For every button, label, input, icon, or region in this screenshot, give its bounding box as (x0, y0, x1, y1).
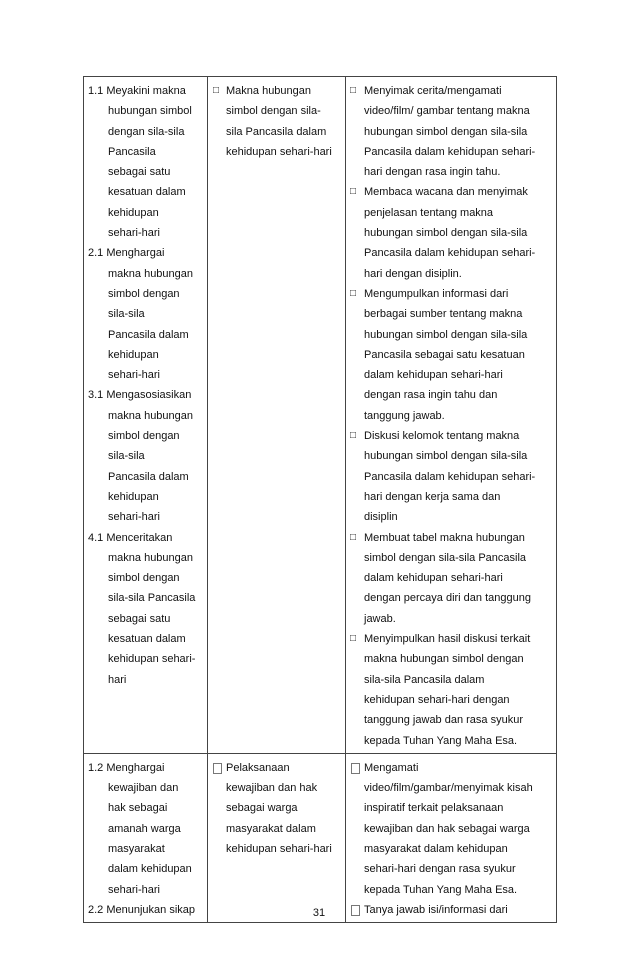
bullet-icon: □ (350, 531, 357, 543)
line-text: Menyimak cerita/mengamati (364, 85, 502, 97)
line-text: hubungan simbol dengan sila-sila (364, 227, 528, 240)
competency-line: sehari-hari (108, 883, 160, 896)
line-text: Pancasila dalam kehidupan sehari- (364, 247, 536, 260)
competency-line: dengan sila-sila (108, 125, 185, 138)
bullet-continuation (350, 568, 552, 588)
line-text: video/film/gambar/menyimak kisah (364, 782, 533, 795)
competency-line: 1.1 Meyakini makna (88, 85, 186, 97)
competency-line: makna hubungan (108, 409, 194, 422)
bullet-item (350, 426, 552, 446)
competency-line: sebagai satu (108, 166, 171, 179)
line-text: Mengumpulkan informasi dari (364, 287, 509, 300)
bullet-continuation (350, 385, 552, 405)
competency-line: kehidupan sehari- (108, 653, 196, 666)
line-text: Mengamati (364, 761, 419, 774)
competency-line: hak sebagai (108, 802, 168, 815)
bullet-continuation (212, 122, 341, 142)
bullet-continuation (350, 467, 552, 487)
bullet-continuation (350, 101, 552, 121)
line-text: kewajiban dan hak (226, 782, 318, 795)
competency-line: sebagai satu (108, 612, 171, 625)
line-text: hari dengan disiplin. (364, 267, 462, 280)
bullet-icon: □ (350, 287, 357, 299)
line-text: Makna hubungan (226, 85, 312, 97)
bullet-icon: □ (350, 186, 357, 198)
line-text: sehari-hari dengan rasa syukur (364, 863, 516, 876)
line-text: simbol dengan sila- (226, 105, 321, 118)
line-text: kehidupan sehari-hari (226, 842, 332, 855)
bullet-continuation (350, 609, 552, 629)
competency-line: hubungan simbol (108, 105, 192, 118)
line-text: tanggung jawab dan rasa syukur (364, 714, 523, 727)
bullet-continuation (212, 798, 341, 818)
competency-line: hari (108, 673, 127, 686)
competency-line: simbol dengan (108, 572, 180, 585)
bullet-continuation (350, 122, 552, 142)
competency-line: sehari-hari (108, 369, 160, 382)
bullet-continuation (350, 203, 552, 223)
competency-line: kewajiban dan (108, 782, 179, 795)
line-text: tanggung jawab. (364, 409, 445, 422)
bullet-continuation (350, 710, 552, 730)
bullet-continuation (350, 548, 552, 568)
bullet-continuation (350, 142, 552, 162)
competency-line: kesatuan dalam (108, 186, 186, 199)
line-text: kehidupan sehari-hari dengan (364, 693, 510, 706)
competency-line: Pancasila (108, 145, 156, 158)
competency-line: kehidupan (108, 490, 159, 503)
line-text: hubungan simbol dengan sila-sila (364, 328, 528, 341)
line-text: masyarakat dalam (226, 822, 316, 835)
competency-line: sehari-hari (108, 511, 160, 524)
checkbox-bullet-icon (351, 763, 360, 774)
line-text: penjelasan tentang makna (364, 206, 494, 219)
bullet-item (350, 528, 552, 548)
competency-line: kesatuan dalam (108, 633, 186, 646)
line-text: kepada Tuhan Yang Maha Esa. (364, 734, 518, 747)
bullet-continuation (350, 649, 552, 669)
bullet-item (350, 629, 552, 649)
line-text: Pancasila dalam kehidupan sehari- (364, 470, 536, 483)
competency-line: Pancasila dalam (108, 328, 189, 341)
competency-table (83, 76, 557, 923)
bullet-continuation (350, 365, 552, 385)
competency-line: sila-sila (108, 450, 145, 463)
bullet-continuation (350, 731, 552, 751)
bullet-continuation (350, 264, 552, 284)
competency-line: makna hubungan (108, 551, 194, 564)
competency-line: kehidupan (108, 348, 159, 361)
line-text: hari dengan rasa ingin tahu. (364, 166, 501, 179)
competency-line: amanah warga (108, 822, 181, 835)
line-text: kehidupan sehari-hari (226, 145, 332, 158)
line-text: jawab. (364, 612, 396, 625)
bullet-item (350, 758, 552, 778)
line-text: kewajiban dan hak sebagai warga (364, 822, 530, 835)
table-row (84, 753, 557, 922)
bullet-continuation (212, 142, 341, 162)
bullet-continuation (212, 778, 341, 798)
bullet-continuation (350, 859, 552, 879)
bullet-continuation (350, 819, 552, 839)
competency-line: sila-sila (108, 308, 145, 321)
bullet-continuation (350, 670, 552, 690)
line-text: dalam kehidupan sehari-hari (364, 572, 503, 585)
bullet-continuation (350, 778, 552, 798)
bullet-continuation (350, 446, 552, 466)
bullet-icon: □ (350, 430, 357, 442)
line-text: disiplin (364, 511, 398, 524)
bullet-item (212, 81, 341, 101)
bullet-continuation (350, 507, 552, 527)
line-text: Membuat tabel makna hubungan (364, 531, 525, 544)
material-cell (208, 77, 346, 754)
material-cell (208, 753, 346, 922)
line-text: hubungan simbol dengan sila-sila (364, 450, 528, 463)
line-text: dengan rasa ingin tahu dan (364, 389, 498, 402)
line-text: Menyimpulkan hasil diskusi terkait (364, 633, 531, 646)
competency-line: 4.1 Menceritakan (88, 531, 173, 544)
bullet-continuation (350, 690, 552, 710)
line-text: sila-sila Pancasila dalam (364, 673, 485, 686)
competency-line: masyarakat (108, 842, 165, 855)
competency-line: sehari-hari (108, 227, 160, 240)
competency-line: 1.2 Menghargai (88, 761, 165, 774)
bullet-continuation (212, 819, 341, 839)
competency-line: Pancasila dalam (108, 470, 189, 483)
line-text: Tanya jawab isi/informasi dari (364, 903, 508, 916)
competency-line: kehidupan (108, 206, 159, 219)
line-text: Membaca wacana dan menyimak (364, 186, 528, 199)
line-text: makna hubungan simbol dengan (364, 653, 524, 666)
bullet-item (212, 758, 341, 778)
line-text: hubungan simbol dengan sila-sila (364, 125, 528, 138)
competency-line: 2.2 Menunjukan sikap (88, 903, 196, 916)
line-text: Pancasila dalam kehidupan sehari- (364, 145, 536, 158)
bullet-item (350, 284, 552, 304)
line-text: inspiratif terkait pelaksanaan (364, 802, 504, 815)
bullet-continuation (350, 243, 552, 263)
bullet-continuation (350, 162, 552, 182)
line-text: sila Pancasila dalam (226, 125, 327, 138)
competency-cell (84, 77, 208, 754)
bullet-continuation (350, 345, 552, 365)
bullet-continuation (350, 223, 552, 243)
table-row (84, 77, 557, 754)
line-text: video/film/ gambar tentang makna (364, 105, 530, 118)
line-text: Pancasila sebagai satu kesatuan (364, 348, 525, 361)
activity-cell (346, 753, 557, 922)
bullet-continuation (350, 798, 552, 818)
bullet-continuation (350, 325, 552, 345)
competency-cell (84, 753, 208, 922)
line-text: dalam kehidupan sehari-hari (364, 369, 503, 382)
competency-line: dalam kehidupan (108, 863, 192, 876)
competency-line: 3.1 Mengasosiasikan (88, 389, 192, 402)
bullet-item (350, 182, 552, 202)
competency-line: simbol dengan (108, 430, 180, 443)
line-text: Diskusi kelomok tentang makna (364, 430, 520, 443)
competency-line: makna hubungan (108, 267, 194, 280)
bullet-continuation (350, 487, 552, 507)
competency-line: sila-sila Pancasila (108, 592, 196, 605)
bullet-continuation (350, 839, 552, 859)
activity-cell (346, 77, 557, 754)
bullet-icon: □ (350, 85, 357, 96)
checkbox-bullet-icon (213, 763, 222, 774)
bullet-continuation (212, 839, 341, 859)
line-text: dengan percaya diri dan tanggung (364, 592, 531, 605)
bullet-continuation (350, 880, 552, 900)
page-number: 31 (312, 907, 326, 919)
bullet-continuation (350, 588, 552, 608)
line-text: hari dengan kerja sama dan (364, 490, 501, 503)
line-text: sebagai warga (226, 802, 298, 815)
line-text: berbagai sumber tentang makna (364, 308, 523, 321)
competency-line: 2.1 Menghargai (88, 247, 165, 260)
bullet-continuation (350, 406, 552, 426)
bullet-icon: □ (213, 85, 220, 96)
line-text: kepada Tuhan Yang Maha Esa. (364, 883, 518, 896)
bullet-item (350, 81, 552, 101)
competency-line: simbol dengan (108, 287, 180, 300)
bullet-continuation (212, 101, 341, 121)
line-text: Pelaksanaan (226, 761, 290, 774)
line-text: masyarakat dalam kehidupan (364, 842, 508, 855)
bullet-icon: □ (350, 633, 357, 645)
line-text: simbol dengan sila-sila Pancasila (364, 551, 527, 564)
bullet-continuation (350, 304, 552, 324)
